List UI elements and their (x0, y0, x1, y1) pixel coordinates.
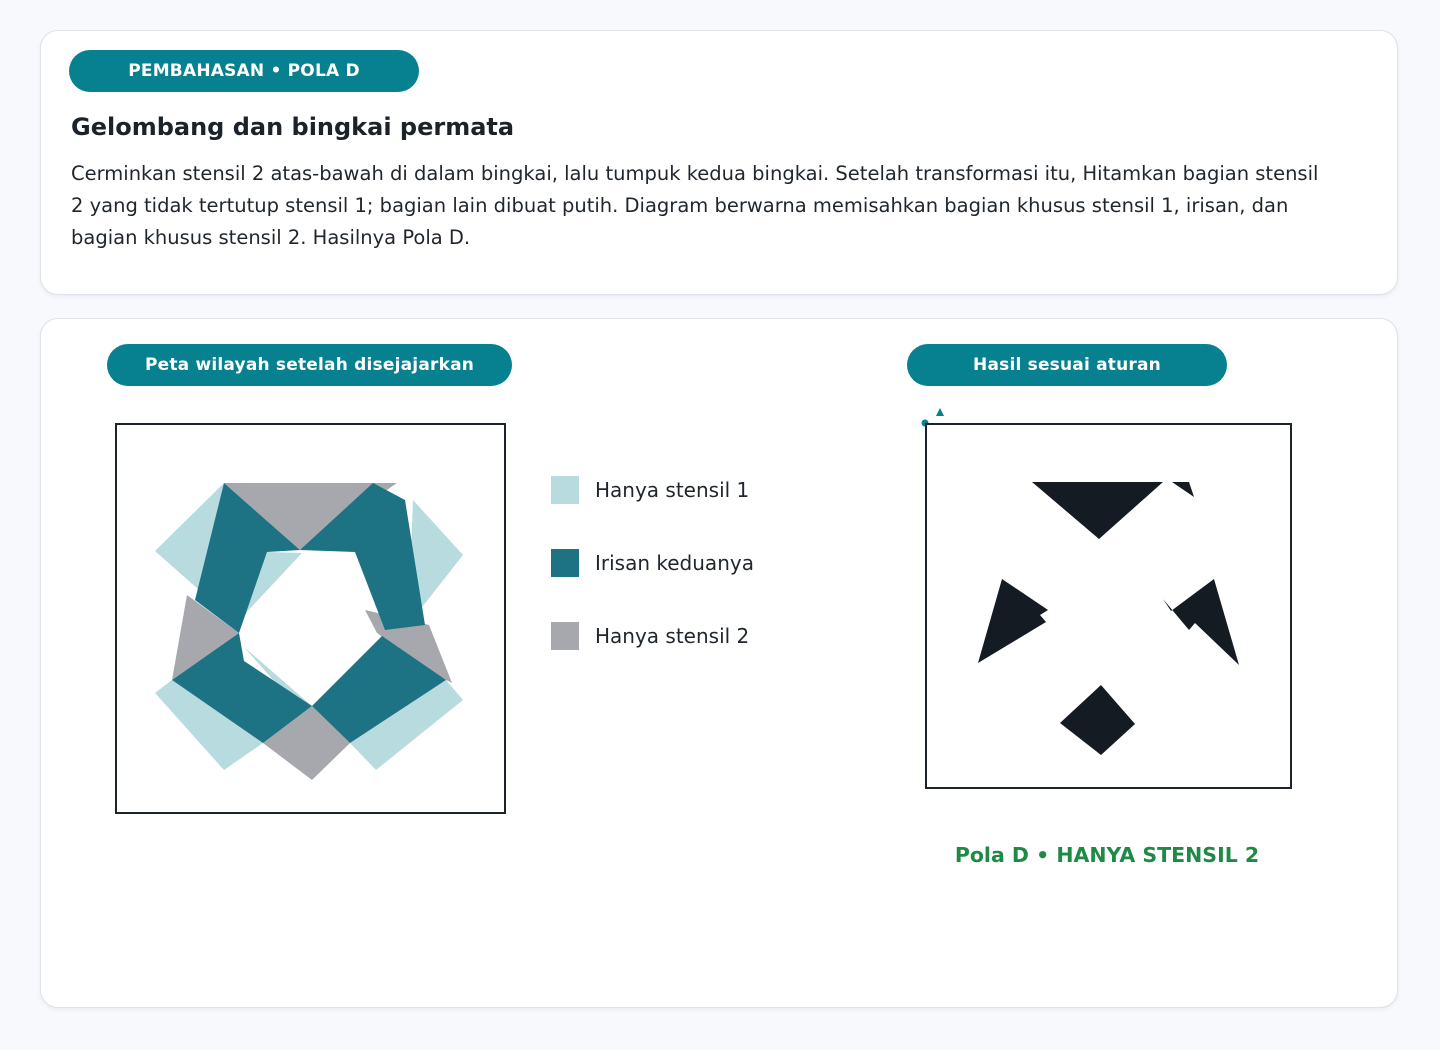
explanation-card (40, 30, 1398, 295)
legend-swatch (551, 549, 579, 577)
explanation-text: Cerminkan stensil 2 atas-bawah di dalam bingkai, lalu tumpuk kedua bingkai. Setelah transformasi itu, Hitamkan bagian stensil 2 yang tidak tertutup stensil 1; bagian lain dibuat putih. Diagram berwarna memisahkan bagian khusus stensil 1, irisan, dan bagian khusus stensil 2. Hasilnya Pola D. (71, 162, 1319, 249)
legend-swatch (551, 622, 579, 650)
legend-label: Hanya stensil 1 (595, 478, 750, 502)
legend-item-intersection (551, 548, 754, 578)
diagram-card (40, 318, 1398, 1008)
result-shape (1163, 579, 1239, 665)
result-panel-label: Hasil sesuai aturan (907, 344, 1227, 386)
legend-item-stencil2-only (551, 621, 749, 651)
result-shape (1032, 482, 1163, 539)
legend-swatch (551, 476, 579, 504)
result-shape (1060, 685, 1135, 755)
page-title: Gelombang dan bingkai permata (71, 113, 515, 141)
region-map-canvas (117, 425, 504, 812)
map-panel-label: Peta wilayah setelah disejajarkan (107, 344, 512, 386)
region-map (115, 423, 506, 814)
result-shape (1172, 482, 1194, 497)
legend-label: Hanya stensil 2 (595, 624, 750, 648)
result-caption: Pola D • HANYA STENSIL 2 (954, 843, 1260, 867)
section-badge: PEMBAHASAN • POLA D (69, 50, 419, 92)
legend-item-stencil1-only (551, 475, 749, 505)
result-shape (978, 579, 1048, 663)
result-pattern (925, 423, 1292, 789)
result-pattern-canvas (927, 425, 1290, 787)
legend-label: Irisan keduanya (595, 551, 754, 575)
